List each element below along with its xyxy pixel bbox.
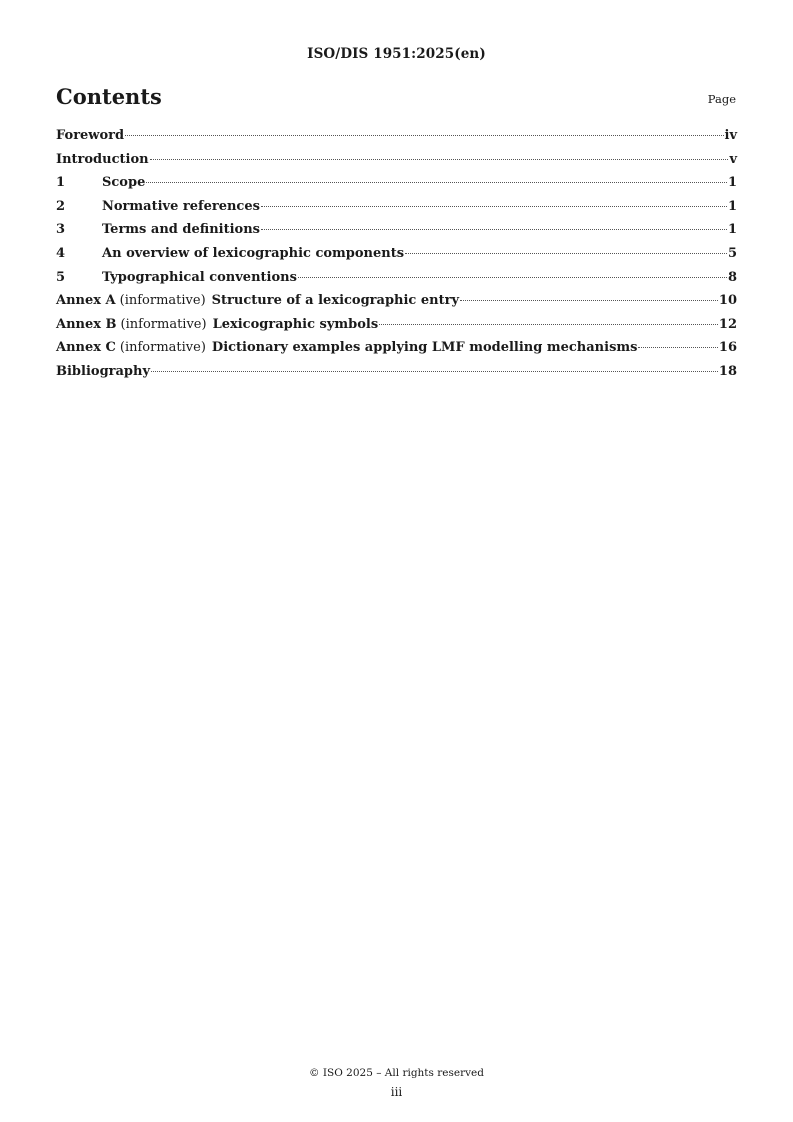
toc-entry-title: Typographical conventions <box>102 269 297 285</box>
toc-entry-page: v <box>729 151 737 167</box>
dot-leader <box>261 229 727 230</box>
toc-entry-page: 18 <box>718 363 737 379</box>
toc-entry-title: Scope <box>102 175 146 191</box>
toc-entry-page: 16 <box>718 340 737 356</box>
toc-entry-number: 1 <box>56 175 66 191</box>
toc-entry-number: 5 <box>56 269 66 285</box>
dot-leader <box>298 277 727 278</box>
toc-annex-label: Annex B <box>56 316 117 332</box>
dot-leader <box>379 324 718 325</box>
toc-entry-title: Bibliography <box>56 363 151 379</box>
dot-leader <box>460 300 718 301</box>
toc-entry-title: Lexicographic symbols <box>212 316 379 332</box>
toc-entry-title: Dictionary examples applying LMF modelling mechanisms <box>211 340 638 356</box>
toc-annex-type: (informative) <box>120 316 207 332</box>
copyright-footer: © ISO 2025 – All rights reserved <box>309 1067 484 1079</box>
toc-entry-scope[interactable] <box>56 175 737 199</box>
toc-entry-overview[interactable] <box>56 246 737 270</box>
page-column-label: Page <box>707 92 736 106</box>
toc-entry-normative-references[interactable] <box>56 199 737 223</box>
toc-entry-foreword[interactable] <box>56 128 737 152</box>
toc-entry-typographical-conventions[interactable] <box>56 270 737 294</box>
contents-title: Contents <box>56 84 162 109</box>
toc-entry-title: Normative references <box>102 198 260 214</box>
toc-entry-page: 10 <box>718 293 737 309</box>
toc-entry-introduction[interactable] <box>56 152 737 176</box>
table-of-contents <box>56 128 737 388</box>
toc-entry-bibliography[interactable] <box>56 364 737 388</box>
toc-entry-terms-and-definitions[interactable] <box>56 222 737 246</box>
toc-entry-title: Introduction <box>56 151 149 167</box>
toc-entry-page: 12 <box>718 316 737 332</box>
dot-leader <box>638 347 717 348</box>
toc-annex-label: Annex A <box>56 293 116 309</box>
toc-entry-title: Structure of a lexicographic entry <box>211 293 460 309</box>
toc-entry-title: Terms and definitions <box>102 222 260 238</box>
toc-entry-page: iv <box>724 128 737 143</box>
toc-entry-number: 2 <box>56 198 66 214</box>
toc-annex-type: (informative) <box>119 293 206 309</box>
page-number: iii <box>390 1085 403 1099</box>
dot-leader <box>150 159 729 160</box>
toc-entry-title: An overview of lexicographic components <box>102 245 405 261</box>
document-id-header: ISO/DIS 1951:2025(en) <box>307 46 486 62</box>
toc-entry-page: 1 <box>727 175 737 191</box>
toc-entry-number: 3 <box>56 222 66 238</box>
toc-entry-title: Foreword <box>56 128 125 143</box>
toc-entry-page: 1 <box>727 222 737 238</box>
toc-entry-number: 4 <box>56 245 66 261</box>
toc-annex-type: (informative) <box>119 340 206 356</box>
toc-entry-annex-a[interactable] <box>56 293 737 317</box>
dot-leader <box>146 182 727 183</box>
toc-entry-page: 8 <box>727 269 737 285</box>
toc-annex-label: Annex C <box>56 340 116 356</box>
dot-leader <box>405 253 727 254</box>
dot-leader <box>261 206 727 207</box>
dot-leader <box>125 135 723 136</box>
toc-entry-page: 5 <box>727 245 737 261</box>
toc-entry-page: 1 <box>727 198 737 214</box>
toc-entry-annex-c[interactable] <box>56 340 737 364</box>
dot-leader <box>151 371 718 372</box>
toc-entry-annex-b[interactable] <box>56 317 737 341</box>
